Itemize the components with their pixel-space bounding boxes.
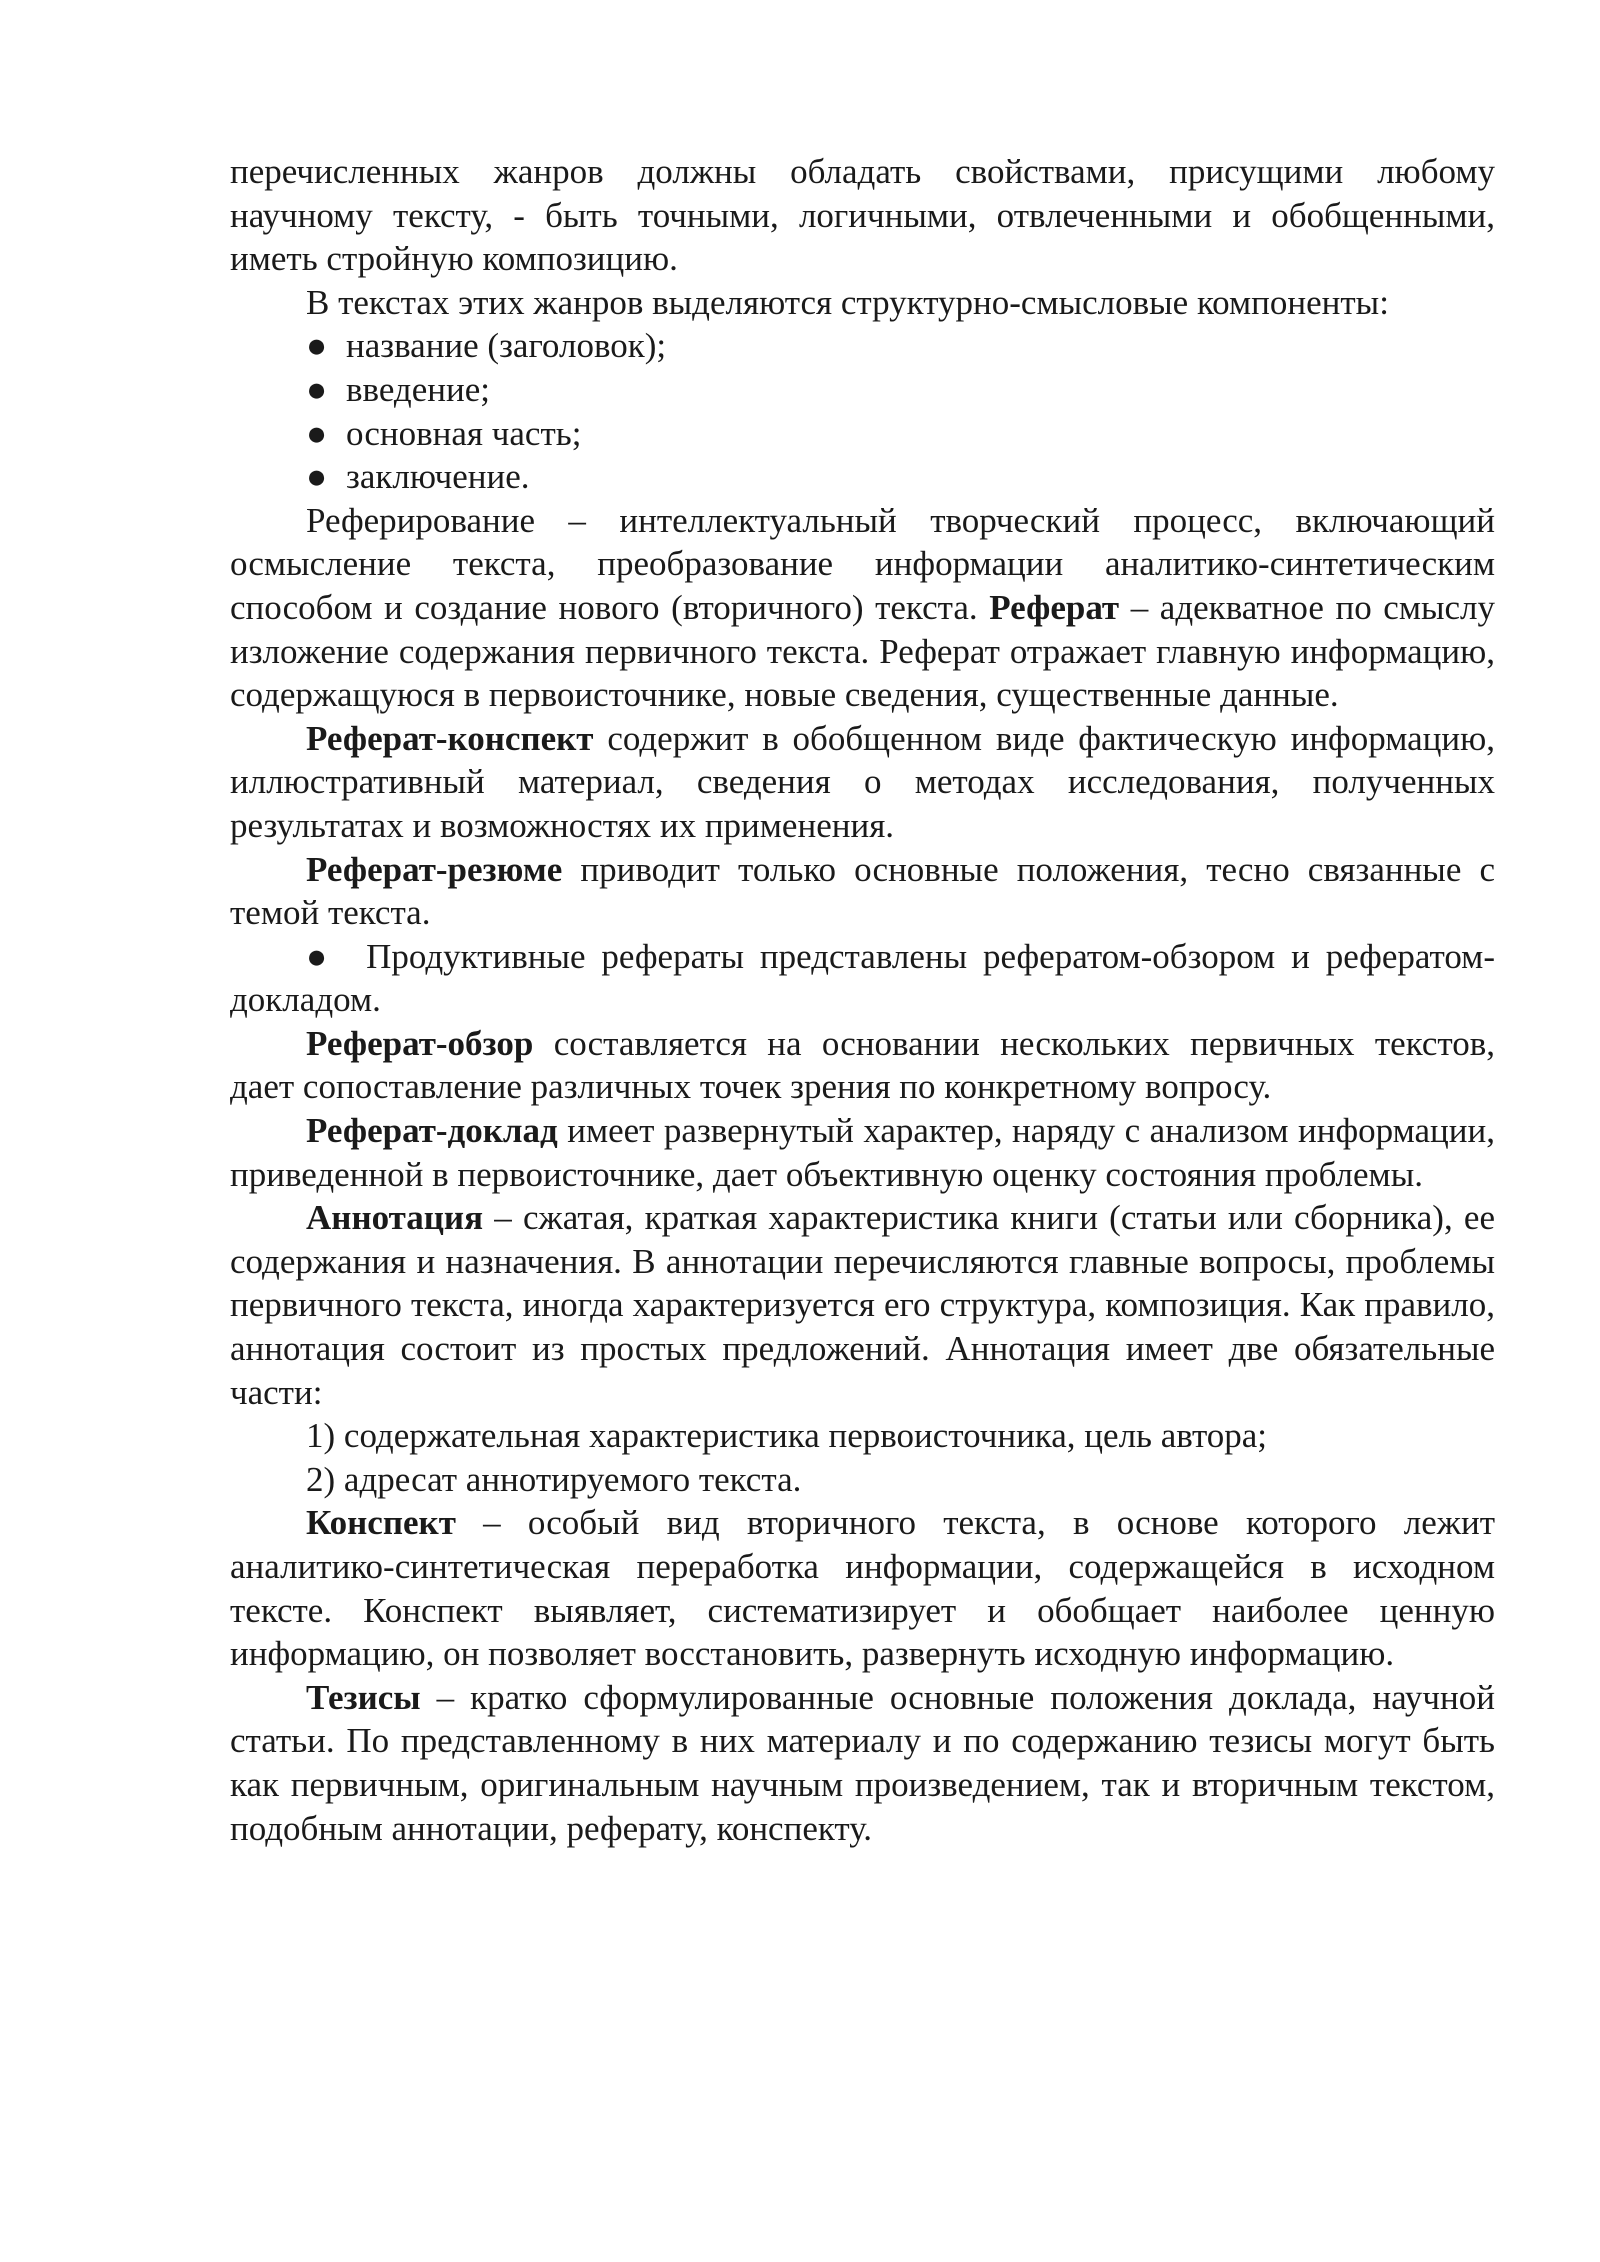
list-item: ● название (заголовок);	[306, 324, 1495, 368]
term-referat-obzor: Реферат-обзор	[306, 1023, 534, 1063]
document-page	[230, 150, 1495, 1850]
term-referat: Реферат	[989, 587, 1120, 627]
paragraph-intro: перечисленных жанров должны обладать свойствами, присущими любому научному тексту, - быть точными, логичными, отвлеченными и обобщенными, иметь стройную композицию.	[230, 152, 1495, 279]
list-item: ● введение;	[306, 368, 1495, 412]
term-referat-doklad: Реферат-доклад	[306, 1111, 558, 1151]
list-item: ● заключение.	[306, 455, 1495, 499]
list-item: 1) содержательная характеристика первоисточника, цель автора;	[306, 1416, 1268, 1456]
paragraph-referirovanie: Реферирование – интеллектуальный творческий процесс, включающий осмысление текста, преобразование информации аналитико-синтетическим способом и создание нового (вторичного) текста. Реферат – адекватное по смыслу изложение содержания первичного текста. Реферат отражает главную информацию, содержащуюся в первоисточнике, новые сведения, существенные данные.	[230, 500, 1496, 715]
paragraph-referat-rezyume: Реферат-резюме приводит только основные положения, тесно связанные с темой текста.	[230, 849, 1495, 933]
paragraph-productive: ● Продуктивные рефераты представлены рефератом-обзором и рефератом-докладом.	[230, 936, 1495, 1020]
bullet-icon: ●	[306, 457, 328, 497]
paragraph-annotation: Аннотация – сжатая, краткая характеристика книги (статьи или сборника), ее содержания и назначения. В аннотации перечисляются главные вопросы, проблемы первичного текста, иногда характеризуется его структура, композиция. Как правило, аннотация состоит из простых предложений. Аннотация имеет две обязательные части:	[230, 1198, 1495, 1412]
bullet-icon: ●	[306, 326, 328, 366]
term-annotation: Аннотация	[306, 1198, 484, 1238]
components-list	[230, 324, 1495, 498]
bullet-icon: ●	[306, 413, 328, 453]
paragraph-referat-obzor: Реферат-обзор составляется на основании нескольких первичных текстов, дает сопоставление различных точек зрения по конкретному вопросу.	[230, 1023, 1495, 1107]
term-referat-rezyume: Реферат-резюме	[306, 849, 563, 889]
bullet-icon: ●	[306, 936, 335, 976]
paragraph-referat-konspekt: Реферат-конспект содержит в обобщенном виде фактическую информацию, иллюстративный материал, сведения о методах исследования, полученных результатах и возможностях их применения.	[230, 718, 1495, 845]
term-konspekt: Конспект	[306, 1503, 456, 1543]
list-item: 2) адресат аннотируемого текста.	[306, 1459, 802, 1499]
list-item: ● основная часть;	[306, 412, 1495, 456]
term-tezisy: Тезисы	[306, 1677, 421, 1717]
annotation-parts-list	[230, 1414, 1495, 1501]
paragraph-tezisy: Тезисы – кратко сформулированные основные положения доклада, научной статьи. По представленному в них материалу и по содержанию тезисы могут быть как первичным, оригинальным научным произведением, так и вторичным текстом, подобным аннотации, реферату, конспекту.	[230, 1677, 1495, 1848]
bullet-icon: ●	[306, 369, 328, 409]
paragraph-referat-doklad: Реферат-доклад имеет развернутый характер, наряду с анализом информации, приведенной в первоисточнике, дает объективную оценку состояния проблемы.	[230, 1111, 1495, 1194]
paragraph-components-intro: В текстах этих жанров выделяются структурно-смысловые компоненты:	[306, 282, 1389, 322]
term-referat-konspekt: Реферат-конспект	[306, 718, 594, 758]
paragraph-konspekt: Конспект – особый вид вторичного текста, в основе которого лежит аналитико-синтетическая переработка информации, содержащейся в исходном тексте. Конспект выявляет, систематизирует и обобщает наиболее ценную информацию, он позволяет восстановить, развернуть исходную информацию.	[230, 1503, 1495, 1674]
